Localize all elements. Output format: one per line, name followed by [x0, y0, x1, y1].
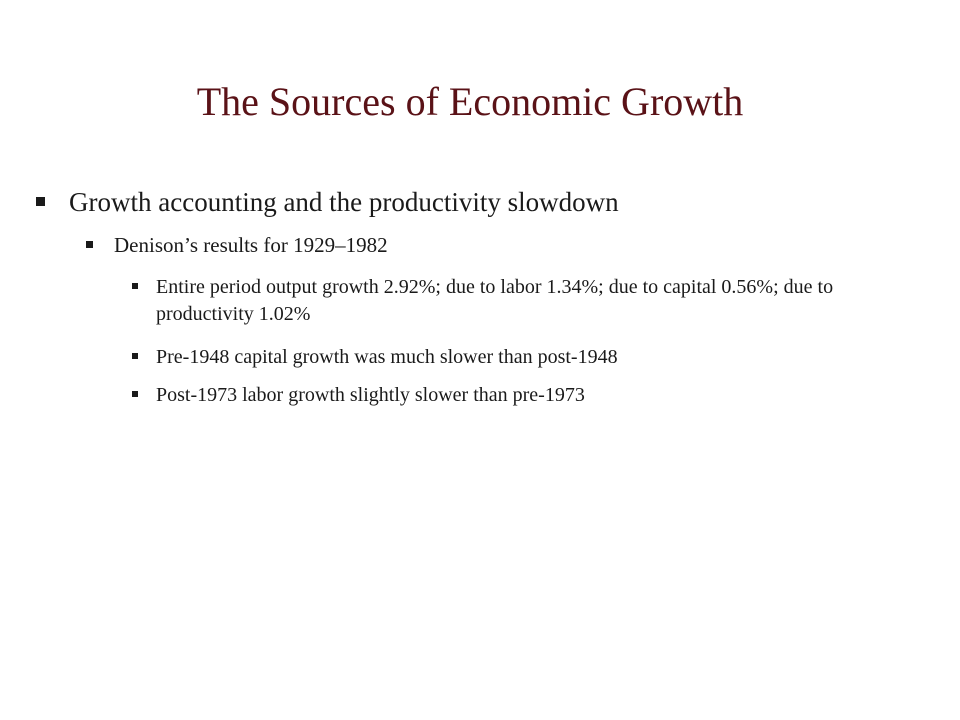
bullet-level-2 [86, 232, 916, 258]
bullet-text: Pre-1948 capital growth was much slower than post-1948 [156, 346, 618, 368]
bullet-level-3 [132, 382, 902, 409]
square-bullet-icon [86, 241, 93, 248]
bullet-text: Post-1973 labor growth slightly slower than pre-1973 [156, 384, 585, 406]
bullet-level-1 [36, 186, 916, 218]
bullet-text: Growth accounting and the productivity slowdown [69, 187, 619, 217]
bullet-level-3 [132, 274, 902, 328]
bullet-text: Denison’s results for 1929–1982 [114, 233, 388, 257]
bullet-level-3 [132, 344, 902, 371]
bullet-text: Entire period output growth 2.92%; due to labor 1.34%; due to capital 0.56%; due to productivity 1.02% [156, 276, 834, 325]
square-bullet-icon [36, 197, 45, 206]
square-bullet-icon [132, 391, 138, 397]
square-bullet-icon [132, 353, 138, 359]
square-bullet-icon [132, 283, 138, 289]
slide-title: The Sources of Economic Growth [196, 79, 744, 124]
